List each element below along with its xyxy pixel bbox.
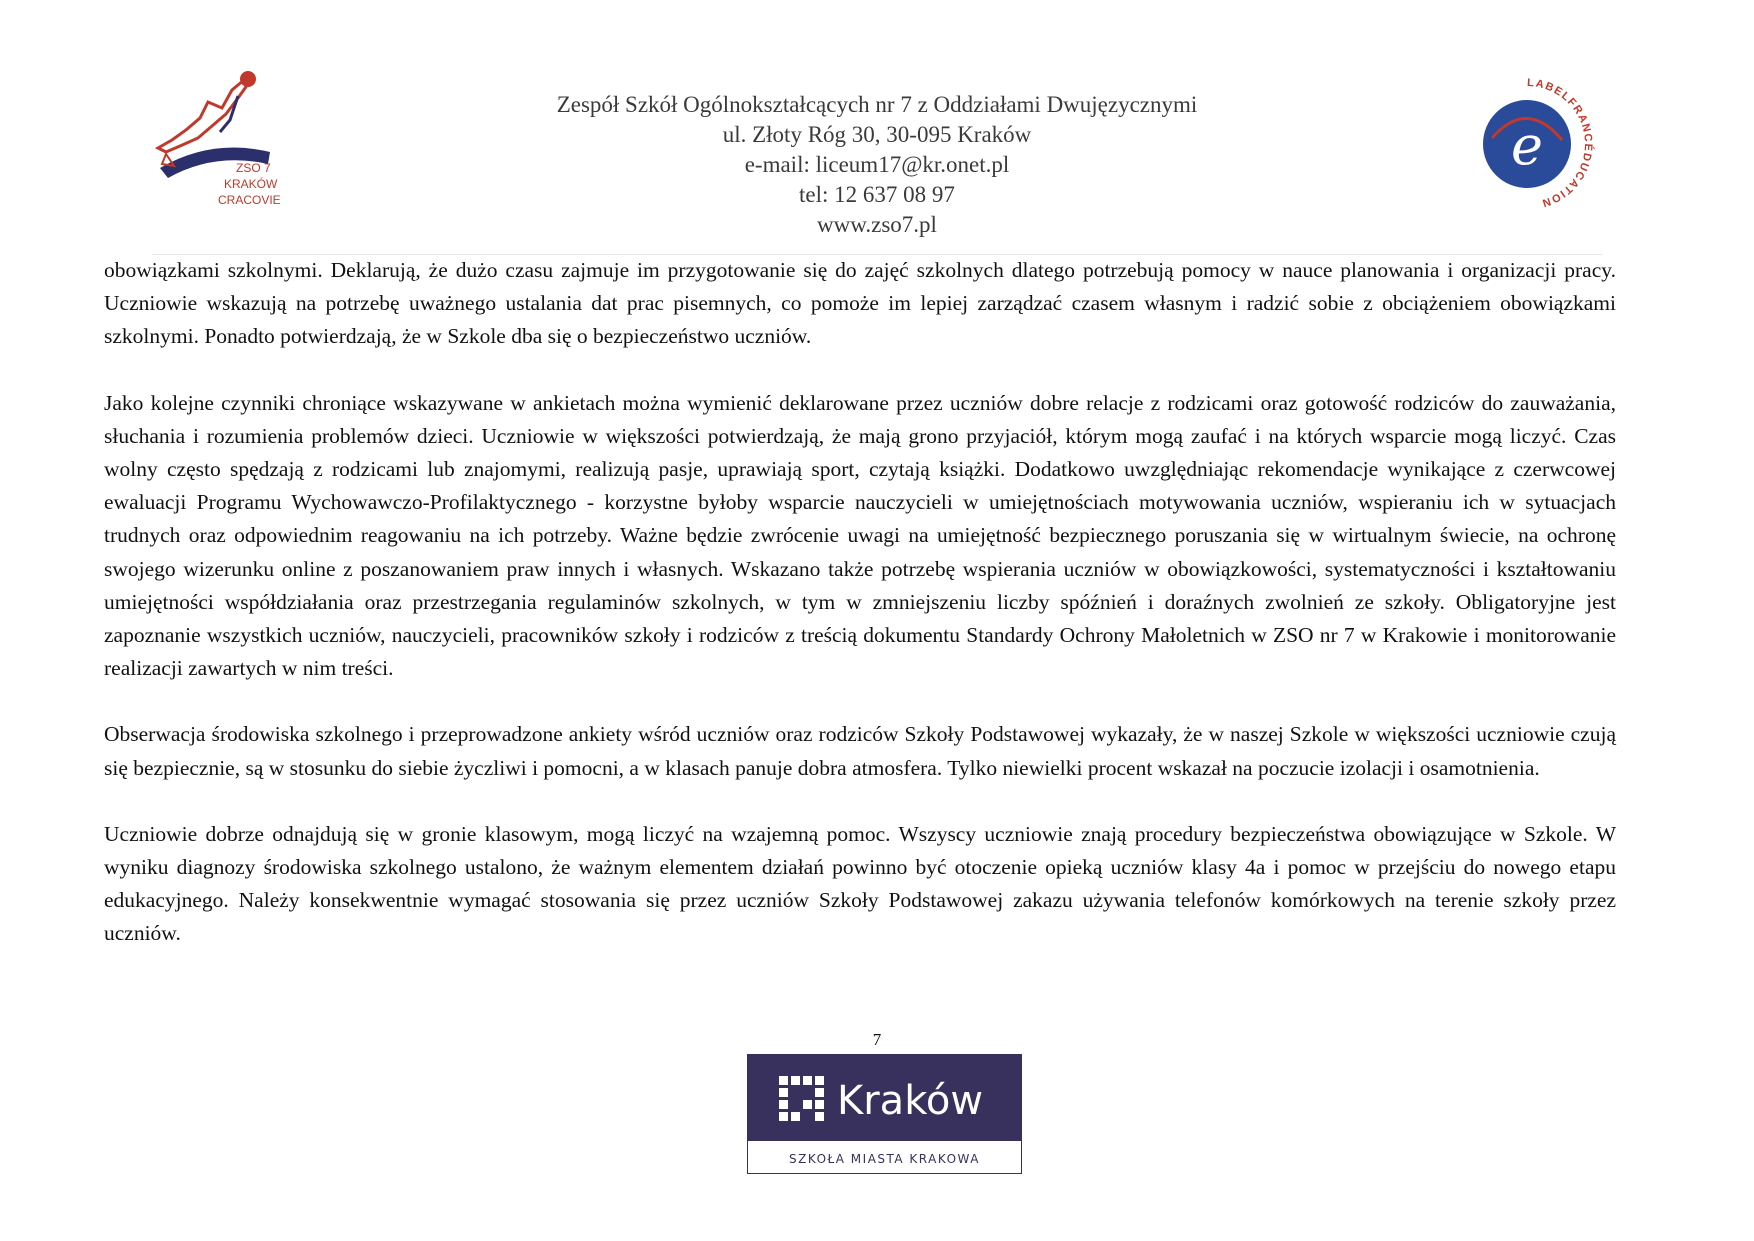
labelfranceducation-ring-text: LABELFRANCÉDUCATION [1526, 76, 1595, 210]
krakow-city-logo [747, 1054, 1022, 1174]
zso7-logo-line2: KRAKÓW [224, 177, 278, 191]
labelfranceducation-logo [1452, 68, 1602, 224]
school-contact-block [452, 90, 1302, 240]
school-email: e-mail: liceum17@kr.onet.pl [744, 152, 1010, 177]
zso7-logo-line1: ZSO 7 [236, 161, 271, 175]
labelfranceducation-center: e [1511, 114, 1543, 177]
paragraph: Jako kolejne czynniki chroniące wskazywane w ankietach można wymienić deklarowane przez uczniów dobre relacje z rodzicami oraz gotowość rodziców do zauważania, słuchania i rozumienia problemów dzieci. Uczniowie w większości potwierdzają, że mają grono przyjaciół, którym mogą zaufać i na których wsparcie mogą liczyć. Czas wolny często spędzają z rodzicami lub znajomymi, realizują pasje, uprawiają sport, czytają książki. Dodatkowo uwzględniając rekomendacje wynikające z czerwcowej ewaluacji Programu Wychowawczo-Profilaktycznego - korzystne byłoby wsparcie nauczycieli w umiejętnościach motywowania uczniów, wspieraniu ich w sytuacjach trudnych oraz odpowiednim reagowaniu na ich potrzeby. Ważne będzie zwrócenie uwagi na umiejętność bezpiecznego poruszania się w wirtualnym świecie, na ochronę swojego wizerunku online z poszanowaniem praw innych i własnych. Wskazano także potrzebę wspierania uczniów w obowiązkowości, systematyczności i kształtowaniu umiejętności współdziałania oraz przestrzegania regulaminów szkolnych, w tym w zmniejszeniu liczby spóźnień i doraźnych zwolnień ze szkoły. Obligatoryjne jest zapoznanie wszystkich uczniów, nauczycieli, pracowników szkoły i rodziców z treścią dokumentu Standardy Ochrony Małoletnich w ZSO nr 7 w Krakowie i monitorowanie realizacji zawartych w nim treści. [104, 390, 1616, 681]
school-phone: tel: 12 637 08 97 [799, 182, 955, 207]
school-address: ul. Złoty Róg 30, 30-095 Kraków [722, 122, 1032, 147]
paragraph: Uczniowie dobrze odnajdują się w gronie klasowym, mogą liczyć na wzajemną pomoc. Wszyscy uczniowie znają procedury bezpieczeństwa obowiązujące w Szkole. W wyniku diagnozy środowiska szkolnego ustalono, że ważnym elementem działań powinno być otoczenie opieką uczniów klasy 4a i pomoc w przejściu do nowego etapu edukacyjnego. Należy konsekwentnie wymagać stosowania się przez uczniów Szkoły Podstawowej zakazu używania telefonów komórkowych na terenie szkoły przez uczniów. [104, 821, 1616, 946]
school-name: Zespół Szkół Ogólnokształcących nr 7 z Oddziałami Dwujęzycznymi [556, 92, 1198, 117]
paragraph: Obserwacja środowiska szkolnego i przeprowadzone ankiety wśród uczniów oraz rodziców Szkoły Podstawowej wykazały, że w naszej Szkole w większości uczniowie czują się bezpiecznie, są w stosunku do siebie życzliwi i pomocni, a w klasach panuje dobra atmosfera. Tylko niewielki procent wskazał na poczucie izolacji i osamotnienia. [104, 722, 1616, 780]
page-number: 7 [872, 1030, 882, 1049]
krakow-logo-caption: SZKOŁA MIASTA KRAKOWA [789, 1152, 980, 1166]
zso7-logo-figure-icon [158, 80, 248, 152]
zso7-logo [152, 68, 312, 224]
krakow-logo-name: Kraków [837, 1078, 984, 1124]
letterhead [152, 68, 1602, 255]
document-body [104, 254, 1616, 984]
school-website: www.zso7.pl [817, 212, 937, 237]
zso7-logo-line3: CRACOVIE [218, 193, 281, 207]
paragraph: obowiązkami szkolnymi. Deklarują, że dużo czasu zajmuje im przygotowanie się do zajęć szkolnych dlatego potrzebują pomocy w nauce planowania i organizacji pracy. Uczniowie wskazują na potrzebę uważnego ustalania dat prac pisemnych, co pomoże im lepiej zarządzać czasem własnym i radzić sobie z obciążeniem obowiązkami szkolnymi. Ponadto potwierdzają, że w Szkole dba się o bezpieczeństwo uczniów. [104, 258, 1616, 349]
